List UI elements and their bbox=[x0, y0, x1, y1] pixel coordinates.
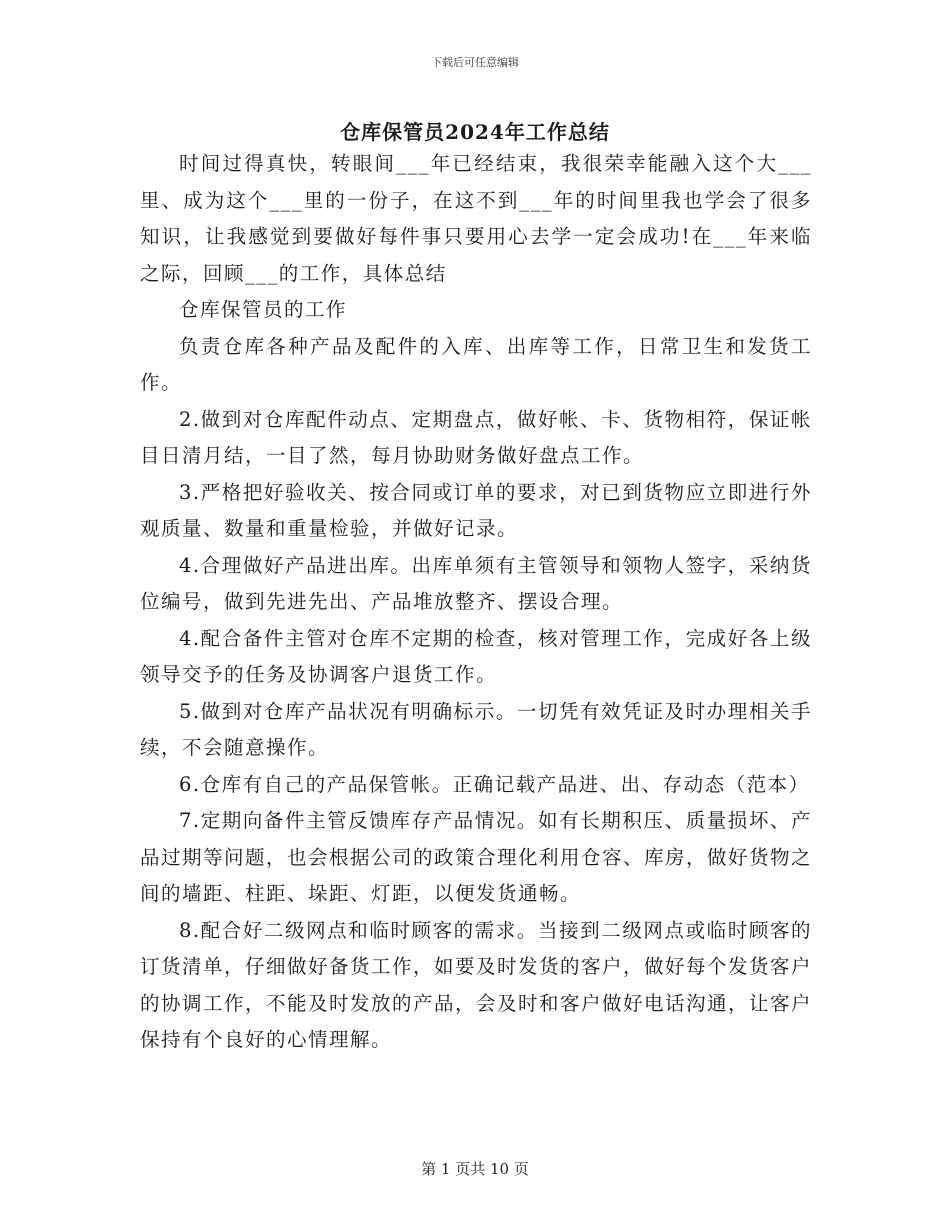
paragraph-item: 7.定期向备件主管反馈库存产品情况。如有长期积压、质量损坏、产品过期等问题，也会根据公司的政策合理化利用仓容、库房，做好货物之间的墙距、柱距、垛距、灯距，以便发货通畅。 bbox=[140, 809, 813, 905]
paragraph-intro: 时间过得真快，转眼间___年已经结束，我很荣幸能融入这个大___里、成为这个___里的一份子，在这不到___年的时间里我也学会了很多知识，让我感觉到要做好每件事只要用心去学一定会成功!在___年来临之际，回顾___的工作，具体总结 bbox=[140, 152, 812, 285]
paragraph-item: 2.做到对仓库配件动点、定期盘点，做好帐、卡、货物相符，保证帐目日清月结，一目了然，每月协助财务做好盘点工作。 bbox=[140, 407, 812, 467]
document-body bbox=[140, 146, 812, 1059]
paragraph-item: 3.严格把好验收关、按合同或订单的要求，对已到货物应立即进行外观质量、数量和重量检验，并做好记录。 bbox=[140, 480, 812, 540]
paragraph-item: 负责仓库各种产品及配件的入库、出库等工作，日常卫生和发货工作。 bbox=[140, 334, 812, 394]
page-footer: 第 1 页共 10 页 bbox=[421, 1160, 529, 1178]
paragraph-item: 5.做到对仓库产品状况有明确标示。一切凭有效凭证及时办理相关手续，不会随意操作。 bbox=[140, 699, 812, 759]
paragraph-item: 6.仓库有自己的产品保管帐。正确记载产品进、出、存动态（范本） bbox=[179, 772, 810, 796]
paragraph-item: 4.合理做好产品进出库。出库单须有主管领导和领物人签字，采纳货位编号，做到先进先出、产品堆放整齐、摆设合理。 bbox=[140, 553, 812, 613]
paragraph-item: 4.配合备件主管对仓库不定期的检查，核对管理工作，完成好各上级领导交予的任务及协调客户退货工作。 bbox=[140, 626, 812, 686]
paragraph-section-heading: 仓库保管员的工作 bbox=[179, 298, 348, 321]
header-note: 下载后可任意编辑 bbox=[431, 56, 519, 69]
document-title: 仓库保管员2024年工作总结 bbox=[340, 120, 610, 144]
paragraph-item: 8.配合好二级网点和临时顾客的需求。当接到二级网点或临时顾客的订货清单，仔细做好备货工作，如要及时发货的客户，做好每个发货客户的协调工作，不能及时发放的产品，会及时和客户做好电话沟通，让客户保持有个良好的心情理解。 bbox=[140, 918, 813, 1051]
